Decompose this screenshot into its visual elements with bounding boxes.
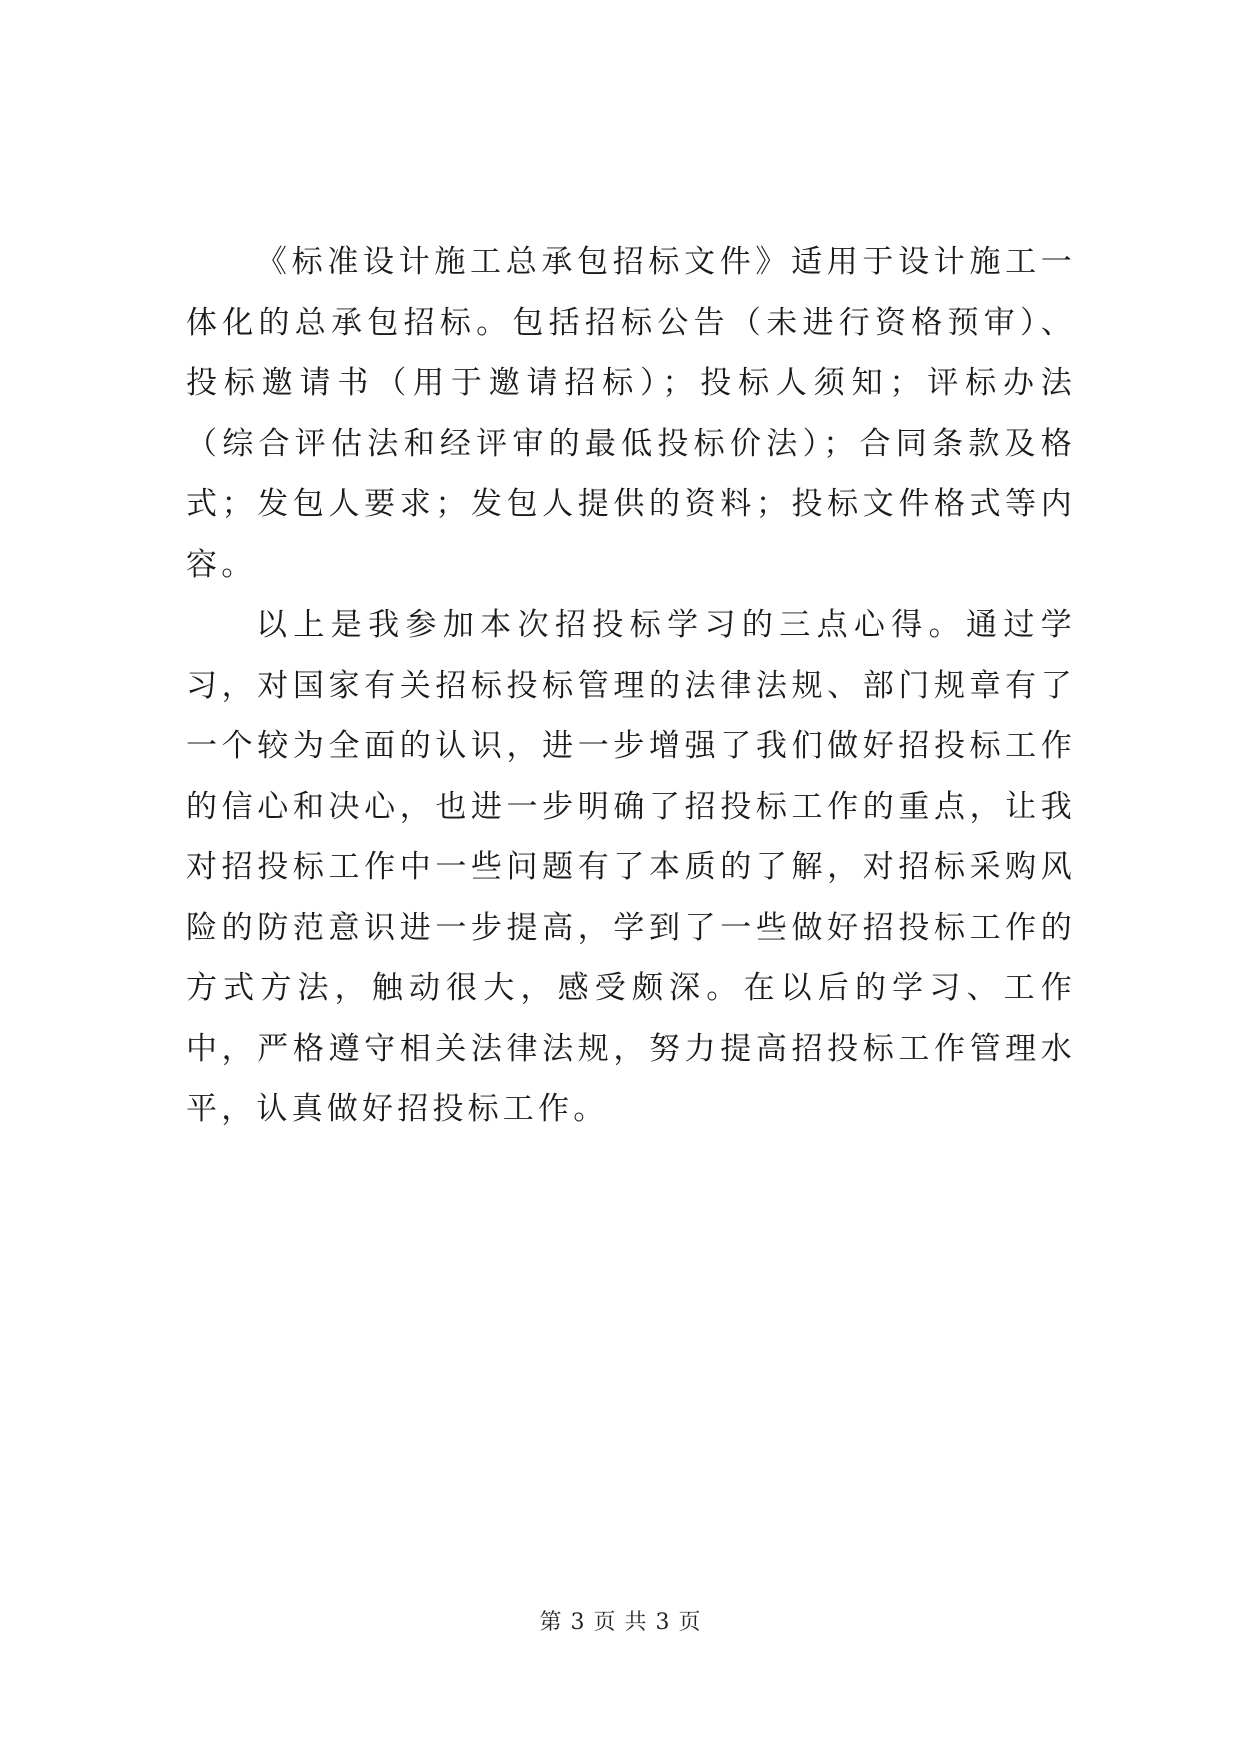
- paragraph-tender-documents: 《标准设计施工总承包招标文件》适用于设计施工一体化的总承包招标。包括招标公告（未进行资格预审）、投标邀请书（用于邀请招标）；投标人须知；评标办法（综合评估法和经评审的最低投标价法）；合同条款及格式；发包人要求；发包人提供的资料；投标文件格式等内容。: [186, 244, 1076, 583]
- paragraph-learning-reflections: 以上是我参加本次招投标学习的三点心得。通过学习，对国家有关招标投标管理的法律法规、部门规章有了一个较为全面的认识，进一步增强了我们做好招投标工作的信心和决心，也进一步明确了招投标工作的重点，让我对招投标工作中一些问题有了本质的了解，对招标采购风险的防范意识进一步提高，学到了一些做好招投标工作的方式方法，触动很大，感受颇深。在以后的学习、工作中，严格遵守相关法律法规，努力提高招投标工作管理水平，认真做好招投标工作。: [186, 607, 1076, 1127]
- page-number-footer: 第 3 页 共 3 页: [539, 1610, 702, 1635]
- document-body: [186, 232, 1076, 1140]
